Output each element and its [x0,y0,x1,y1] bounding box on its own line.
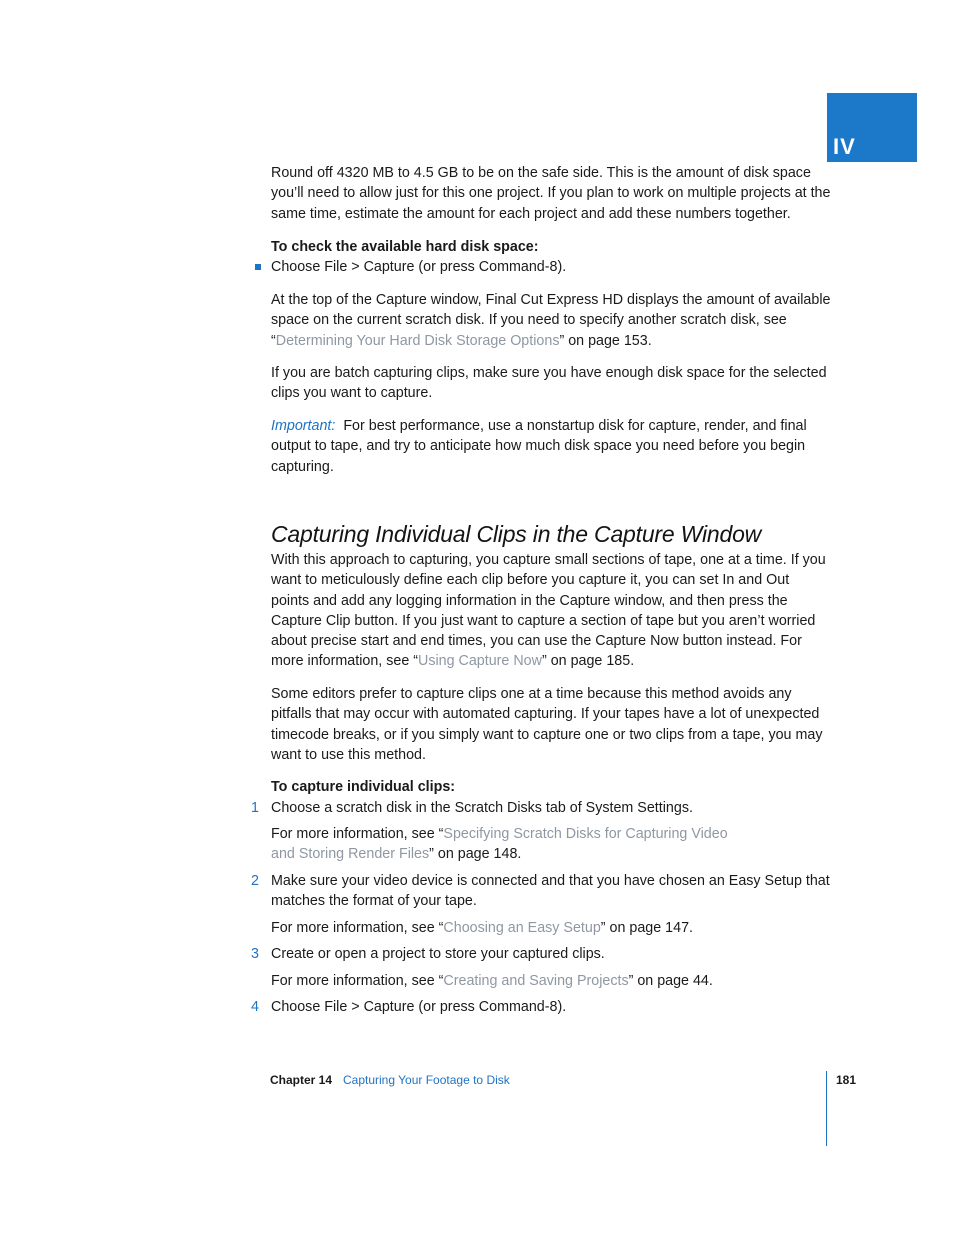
footer-divider [826,1071,827,1146]
step-number: 2 [251,873,259,889]
paragraph-editors-prefer: Some editors prefer to capture clips one at a time because this method avoids any pitfalls that may occur with automated capturing. If your tapes have a lot of unexpected timecode breaks, or if you simply want to capture one or two clips from a tape, you may want to use this method. [271,686,823,763]
footer-chapter: Chapter 14 [270,1073,333,1087]
task-heading-check-disk: To check the available hard disk space: [271,239,539,255]
section-heading: Capturing Individual Clips in the Capture Window [271,521,762,547]
page-number: 181 [836,1073,857,1087]
step-text: Choose File > Capture (or press Command-8). [271,999,567,1015]
step-number: 4 [251,999,259,1015]
task-heading-capture-clips: To capture individual clips: [271,779,456,795]
part-tab-label: IV [833,134,856,159]
part-tab [827,93,917,162]
paragraph-batch-capture: If you are batch capturing clips, make sure you have enough disk space for the selected clips you want to capture. [271,365,827,402]
bullet-square-icon [255,264,261,270]
step-number: 3 [251,946,259,962]
link-choosing-easy-setup[interactable]: Choosing an Easy Setup [443,920,601,936]
bullet-item-choose-capture: Choose File > Capture (or press Command-8). [271,259,567,275]
important-note: Important: For best performance, use a nonstartup disk for capture, render, and final output to tape, and try to anticipate how much disk space you need before you begin capturing. [271,418,807,475]
step-text: Make sure your video device is connected and that you have chosen an Easy Setup that matches the format of your tape. [271,873,830,910]
important-label: Important: [271,418,336,434]
link-specifying-scratch-disks-cont[interactable]: and Storing Render Files [271,846,430,863]
footer-chapter-title[interactable]: Capturing Your Footage to Disk [343,1073,510,1087]
step-text: Choose a scratch disk in the Scratch Disks tab of System Settings. [271,800,693,816]
step-more-info: For more information, see “Choosing an Easy Setup” on page 147. [271,920,694,936]
paragraph-capture-window: At the top of the Capture window, Final Cut Express HD displays the amount of available space on the current scratch disk. If you need to specify another scratch disk, see “Determining Your Hard Disk Storage Options” on page 153. [271,292,831,349]
step-number: 1 [251,800,259,816]
paragraph-disk-space: Round off 4320 MB to 4.5 GB to be on the safe side. This is the amount of disk space you’ll need to allow just for this one project. If you plan to work on multiple projects at the same time, estimate the amount for each project and add these numbers together. [271,165,831,222]
paragraph-approach: With this approach to capturing, you capture small sections of tape, one at a time. If you want to meticulously define each clip before you capture it, you can set In and Out points and add any logging information in the Capture window, and then press the Capture Clip button. If you just want to capture a section of tape but you aren’t worried about precise start and end times, you can use the Capture Now button instead. For more information, see “Using Capture Now” on page 185. [271,552,826,670]
link-specifying-scratch-disks[interactable]: Specifying Scratch Disks for Capturing Video [443,826,728,842]
step-text: Create or open a project to store your captured clips. [271,946,605,962]
step-more-info: For more information, see “Creating and Saving Projects” on page 44. [271,973,713,989]
step-more-info: For more information, see “Specifying Scratch Disks for Capturing Video and Storing Render Files” on page 148. [271,826,728,863]
link-using-capture-now[interactable]: Using Capture Now [418,653,542,670]
link-determining-storage[interactable]: Determining Your Hard Disk Storage Options [275,332,560,349]
link-creating-saving-projects[interactable]: Creating and Saving Projects [443,973,629,989]
